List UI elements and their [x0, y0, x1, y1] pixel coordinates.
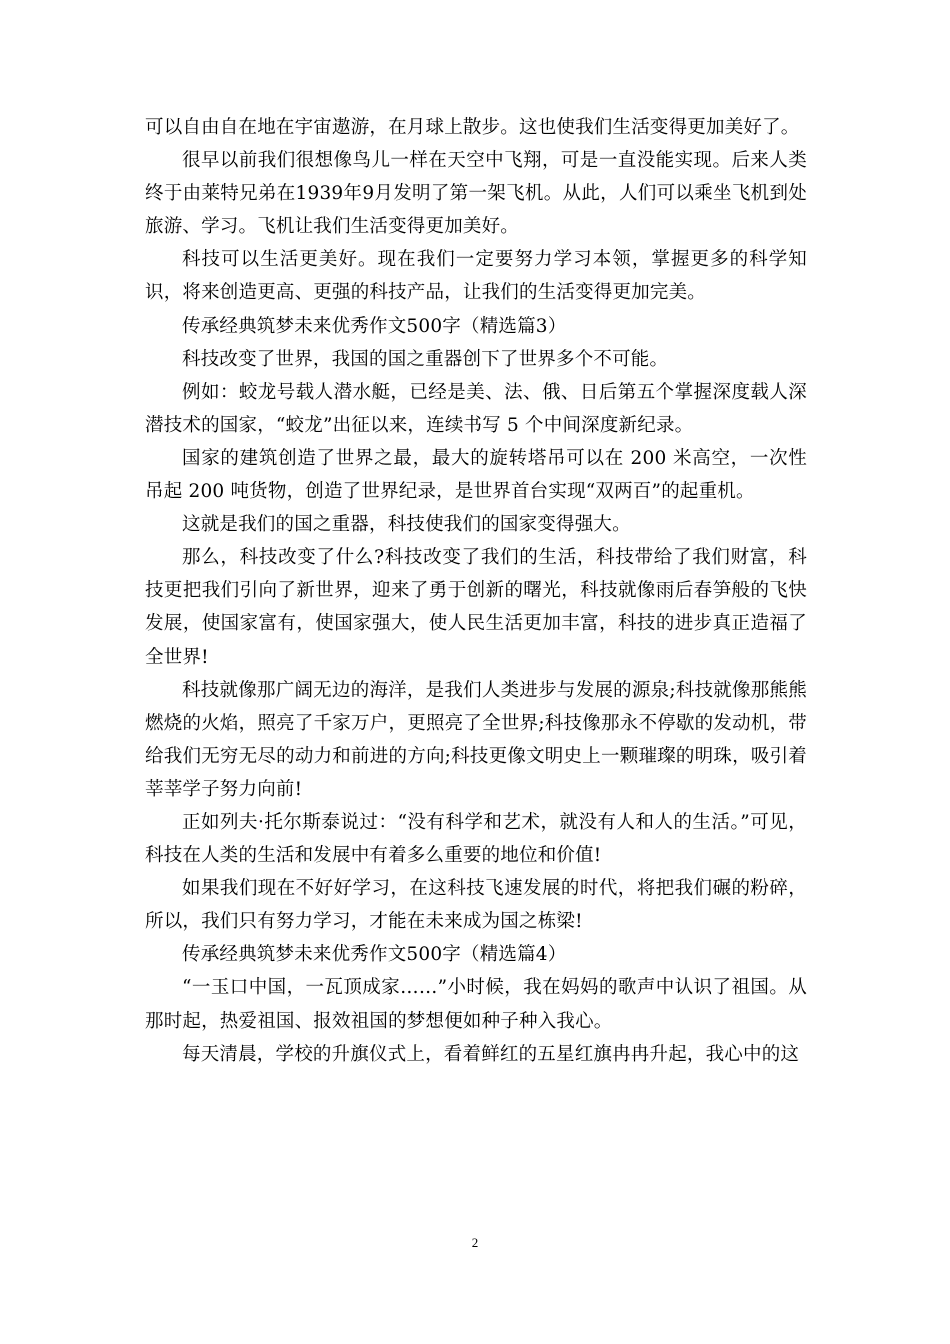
document-page [145, 111, 807, 1071]
paragraph-14: “一玉口中国，一瓦顶成家……”小时候，我在妈妈的歌声中认识了祖国。从那时起，热爱祖国、报效祖国的梦想便如种子种入我心。 [145, 977, 807, 1032]
paragraph-1: 可以自由自在地在宇宙遨游，在月球上散步。这也使我们生活变得更加美好了。 [145, 117, 800, 138]
paragraph-2: 很早以前我们很想像鸟儿一样在天空中飞翔，可是一直没能实现。后来人类终于由莱特兄弟在1939年9月发明了第一架飞机。从此，人们可以乘坐飞机到处旅游、学习。飞机让我们生活变得更加美好。 [145, 150, 807, 238]
paragraph-9: 那么，科技改变了什么?科技改变了我们的生活，科技带给了我们财富，科技更把我们引向了新世界，迎来了勇于创新的曙光，科技就像雨后春笋般的飞快发展，使国家富有，使国家强大，使人民生活更加丰富，科技的进步真正造福了全世界! [145, 547, 807, 668]
section-heading-4: 传承经典筑梦未来优秀作文500字（精选篇4） [182, 944, 567, 966]
paragraph-5: 科技改变了世界，我国的国之重器创下了世界多个不可能。 [182, 348, 669, 370]
paragraph-8: 这就是我们的国之重器，科技使我们的国家变得强大。 [182, 514, 631, 536]
paragraph-10: 科技就像那广阔无边的海洋，是我们人类进步与发展的源泉;科技就像那熊熊燃烧的火焰，照亮了千家万户，更照亮了全世界;科技像那永不停歇的发动机，带给我们无穷无尽的动力和前进的方向;科技更像文明史上一颗璀璨的明珠，吸引着莘莘学子努力向前! [145, 679, 807, 800]
paragraph-3: 科技可以生活更美好。现在我们一定要努力学习本领，掌握更多的科学知识，将来创造更高、更强的科技产品，让我们的生活变得更加完美。 [145, 249, 807, 304]
page-number: 2 [471, 1235, 479, 1250]
paragraph-11: 正如列夫·托尔斯泰说过：“没有科学和艺术，就没有人和人的生活。”可见，科技在人类的生活和发展中有着多么重要的地位和价值! [145, 811, 807, 867]
paragraph-12: 如果我们现在不好好学习，在这科技飞速发展的时代，将把我们碾的粉碎，所以，我们只有努力学习，才能在未来成为国之栋梁! [145, 878, 807, 933]
paragraph-6: 例如：蛟龙号载人潜水艇，已经是美、法、俄、日后第五个掌握深度载人深潜技术的国家，“蛟龙”出征以来，连续书写 5 个中间深度新纪录。 [145, 381, 807, 436]
section-heading-3: 传承经典筑梦未来优秀作文500字（精选篇3） [182, 315, 567, 337]
paragraph-7: 国家的建筑创造了世界之最，最大的旋转塔吊可以在 200 米高空，一次性吊起 200 吨货物，创造了世界纪录，是世界首台实现“双两百”的起重机。 [145, 447, 807, 503]
paragraph-15: 每天清晨，学校的升旗仪式上，看着鲜红的五星红旗冉冉升起，我心中的这 [182, 1043, 800, 1065]
